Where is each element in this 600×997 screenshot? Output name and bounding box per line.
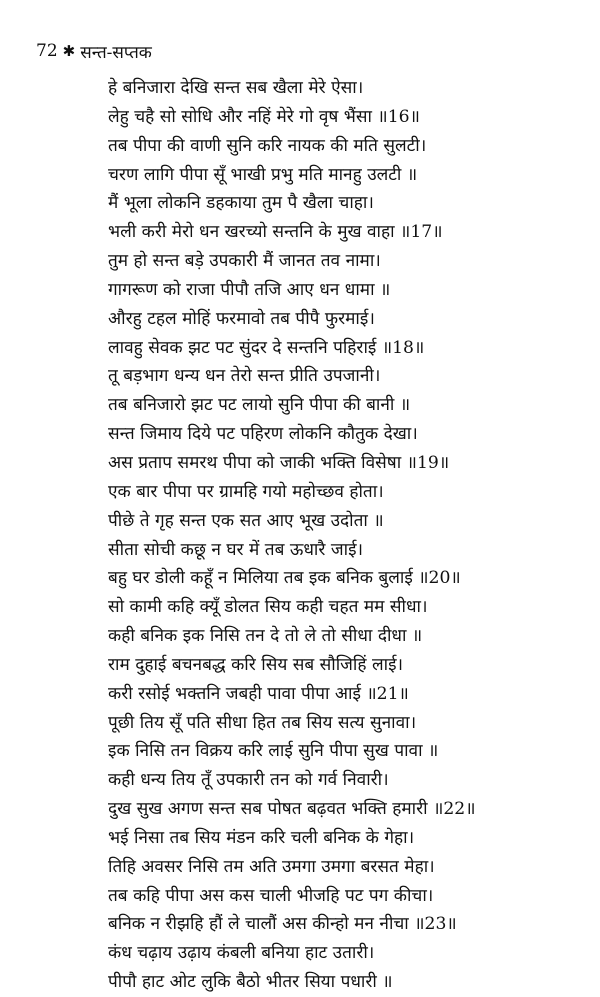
verse-line: हे बनिजारा देखि सन्त सब खैला मेरे ऐसा।	[108, 78, 364, 98]
verse-line: तिहि अवसर निसि तम अति उमगा उमगा बरसत मेहा।	[108, 856, 435, 877]
verse-line: करी रसोई भक्तनि जबही पावा पीपा आई ॥21॥	[108, 683, 409, 704]
verse-line: कही धन्य तिय तूँ उपकारी तन को गर्व निवारी।	[108, 770, 389, 791]
verse-line: पीपौ हाट ओट लुकि बैठो भीतर सिया पधारी ॥	[108, 972, 393, 993]
verse-line: सो कामी कहि क्यूँ डोलत सिय कही चहत मम सीधा।	[108, 597, 428, 618]
page-number: 72	[36, 41, 58, 61]
verse-line: तब बनिजारो झट पट लायो सुनि पीपा की बानी ॥	[108, 395, 411, 416]
book-title: सन्त-सप्तक	[80, 42, 152, 63]
star-separator-icon: ✱	[62, 42, 76, 60]
verse-line: अस प्रताप समरथ पीपा को जाकी भक्ति विसेषा ॥19॥	[108, 452, 450, 473]
verse-line: भई निसा तब सिय मंडन करि चली बनिक के गेहा।	[108, 827, 415, 848]
verse-line: भली करी मेरो धन खरच्यो सन्तनि के मुख वाहा ॥17॥	[108, 222, 443, 243]
verse-line: सीता सोची कछू न घर में तब ऊधारै जाई।	[108, 539, 364, 560]
verse-line: तू बड़भाग धन्य धन तेरो सन्त प्रीति उपजानी।	[108, 366, 381, 387]
verse-line: तुम हो सन्त बड़े उपकारी मैं जानत तव नामा।	[108, 251, 381, 272]
verse-line: लेहु चहै सो सोधि और नहिं मेरे गो वृष भैंसा ॥16॥	[108, 106, 420, 127]
verse-line: कंध चढ़ाय उढ़ाय कंबली बनिया हाट उतारी।	[108, 943, 375, 964]
verse-block	[108, 74, 578, 997]
verse-line: गागरूण को राजा पीपौ तजि आए धन धामा ॥	[108, 279, 391, 300]
page-header	[36, 38, 152, 64]
verse-line: लावहु सेवक झट पट सुंदर दे सन्तनि पहिराई ॥18॥	[108, 337, 425, 358]
verse-line: दुख सुख अगण सन्त सब पोषत बढ़वत भक्ति हमारी ॥22॥	[108, 799, 476, 820]
verse-line: एक बार पीपा पर ग्रामहि गयो महोच्छव होता।	[108, 481, 384, 502]
verse-line: बहु घर डोली कहूँ न मिलिया तब इक बनिक बुलाई ॥20॥	[108, 568, 461, 589]
verse-line: राम दुहाई बचनबद्ध करि सिय सब सौजिहिं लाई।	[108, 654, 404, 675]
verse-line: कही बनिक इक निसि तन दे तो ले तो सीधा दीधा ॥	[108, 626, 423, 647]
verse-line: पीछे ते गृह सन्त एक सत आए भूख उदोता ॥	[108, 510, 384, 531]
verse-line: बनिक न रीझहि हौं ले चालौं अस कीन्हो मन नीचा ॥23॥	[108, 914, 457, 935]
verse-line: औरहु टहल मोहिं फरमावो तब पीपै फुरमाई।	[108, 308, 375, 329]
verse-line: तब पीपा की वाणी सुनि करि नायक की मति सुलटी।	[108, 135, 427, 156]
verse-line: तब कहि पीपा अस कस चाली भीजहि पट पग कीचा।	[108, 885, 434, 906]
verse-line: इक निसि तन विक्रय करि लाई सुनि पीपा सुख पावा ॥	[108, 741, 439, 762]
verse-line: पूछी तिय सूँ पति सीधा हित तब सिय सत्य सुनावा।	[108, 712, 417, 733]
verse-line: चरण लागि पीपा सूँ भाखी प्रभु मति मानहु उलटी ॥	[108, 164, 418, 185]
verse-line: सन्त जिमाय दिये पट पहिरण लोकनि कौतुक देखा।	[108, 424, 418, 445]
verse-line: मैं भूला लोकनि डहकाया तुम पै खैला चाहा।	[108, 193, 374, 214]
